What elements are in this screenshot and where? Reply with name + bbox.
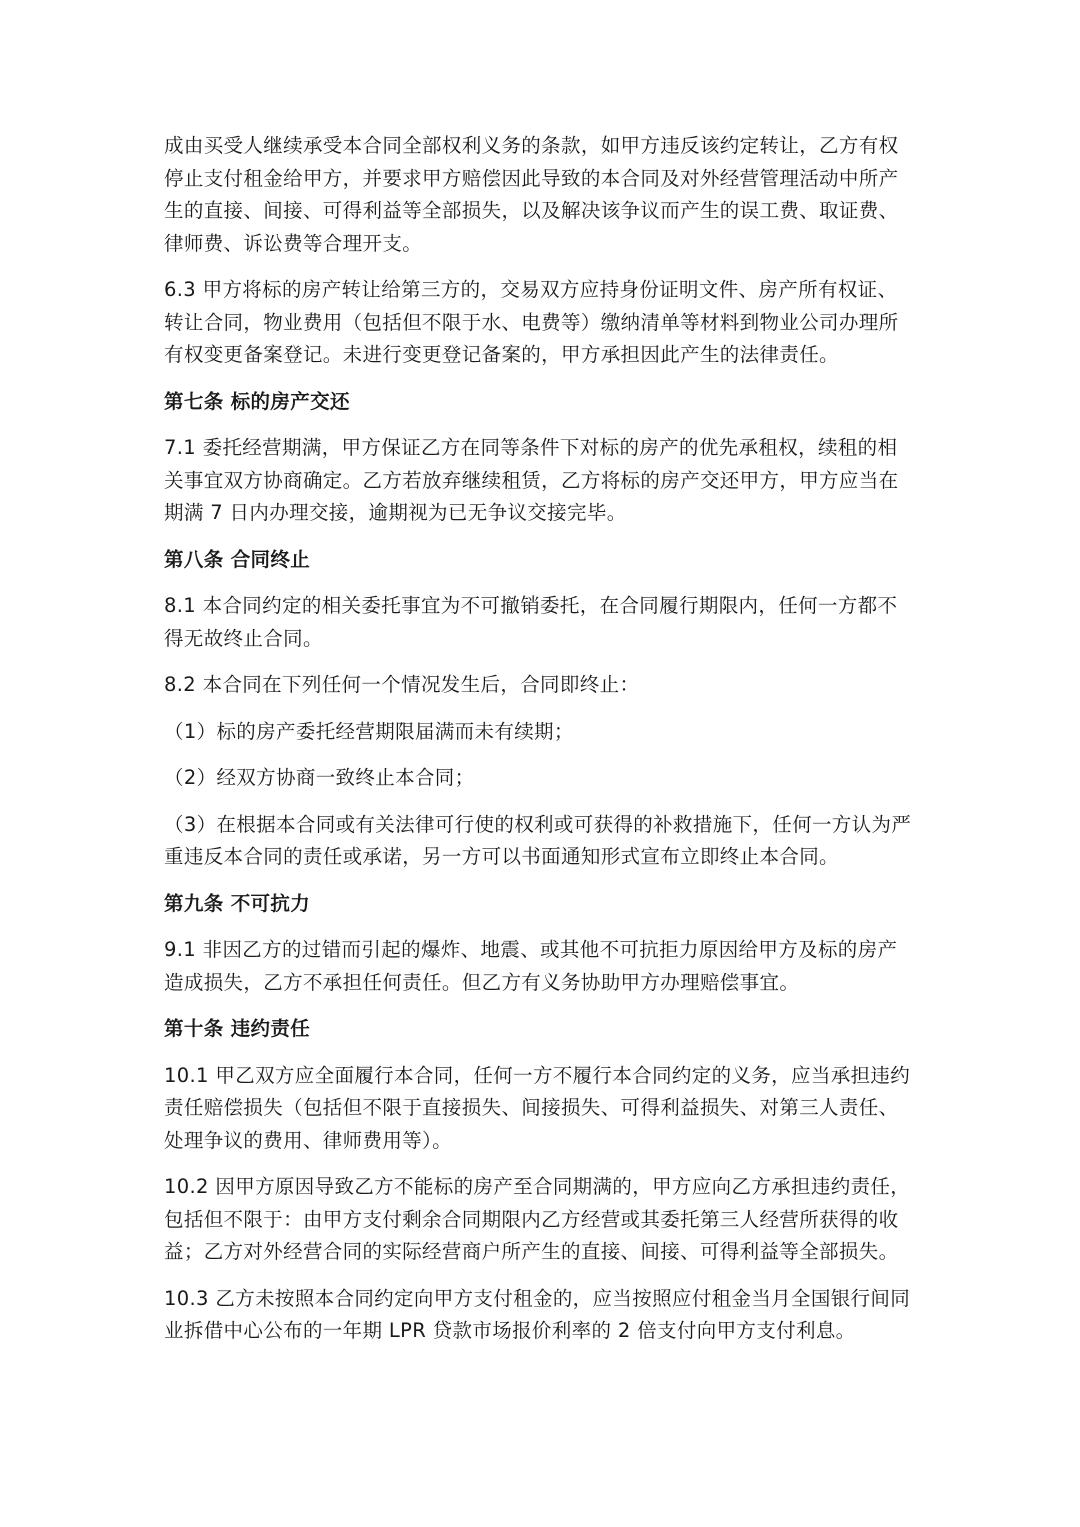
text-line: 责任赔偿损失（包括但不限于直接损失、间接损失、可得利益损失、对第三人责任、 (164, 1096, 899, 1119)
clause-paragraph (164, 934, 914, 999)
text-line: （1）标的房产委托经营期限届满而未有续期； (164, 719, 574, 743)
section-heading: 第九条 不可抗力 (164, 891, 311, 915)
document-page (164, 130, 914, 1362)
text-line: 8.1 本合同约定的相关委托事宜为不可撤销委托，在合同履行期限内，任何一方都不 (164, 594, 898, 617)
text-line: （3）在根据本合同或有关法律可行使的权利或可获得的补救措施下，任何一方认为严 (164, 812, 912, 836)
text-line: 10.3 乙方未按照本合同约定向甲方支付租金的，应当按照应付租金当月全国银行间同 (164, 1286, 911, 1310)
text-line: 有权变更备案登记。未进行变更登记备案的，甲方承担因此产生的法律责任。 (164, 343, 839, 366)
text-line: 业拆借中心公布的一年期 LPR 贷款市场报价利率的 2 倍支付向甲方支付利息。 (164, 1319, 856, 1342)
clause-paragraph (164, 274, 914, 372)
section-heading: 第七条 标的房产交还 (164, 389, 350, 413)
text-line: 7.1 委托经营期满，甲方保证乙方在同等条件下对标的房产的优先承租权，续租的相 (164, 436, 898, 459)
text-line: 得无故终止合同。 (164, 626, 323, 650)
text-line: 转让合同，物业费用（包括但不限于水、电费等）缴纳清单等材料到物业公司办理所 (164, 310, 899, 334)
text-line: 10.2 因甲方原因导致乙方不能标的房产至合同期满的，甲方应向乙方承担违约责任， (164, 1175, 911, 1198)
text-line: 重违反本合同的责任或承诺，另一方可以书面通知形式宣布立即终止本合同。 (164, 845, 839, 868)
section-heading: 第八条 合同终止 (164, 547, 311, 571)
text-line: 关事宜双方协商确定。乙方若放弃继续租赁，乙方将标的房产交还甲方，甲方应当在 (164, 468, 899, 492)
clause-paragraph (164, 432, 914, 530)
clause-paragraph (164, 669, 914, 702)
text-line: 10.1 甲乙双方应全面履行本合同，任何一方不履行本合同约定的义务，应当承担违约 (164, 1063, 911, 1087)
text-line: 停止支付租金给甲方，并要求甲方赔偿因此导致的本合同及对外经营管理活动中所产 (164, 166, 899, 190)
text-line: （2）经双方协商一致终止本合同； (164, 766, 475, 789)
text-line: 成由买受人继续承受本合同全部权利义务的条款，如甲方违反该约定转让，乙方有权 (164, 134, 899, 157)
clause-paragraph (164, 1060, 914, 1158)
section-heading: 第十条 违约责任 (164, 1017, 311, 1040)
clause-paragraph (164, 762, 914, 795)
text-line: 包括但不限于：由甲方支付剩余合同期限内乙方经营或其委托第三人经营所获得的收 (164, 1207, 899, 1231)
text-line: 益；乙方对外经营合同的实际经营商户所产生的直接、间接、可得利益等全部损失。 (164, 1240, 899, 1263)
clause-paragraph (164, 130, 914, 260)
text-line: 律师费、诉讼费等合理开支。 (164, 231, 423, 255)
clause-paragraph (164, 1283, 914, 1348)
clause-paragraph (164, 716, 914, 749)
text-line: 6.3 甲方将标的房产转让给第三方的，交易双方应持身份证明文件、房产所有权证、 (164, 278, 898, 301)
text-line: 9.1 非因乙方的过错而引起的爆炸、地震、或其他不可抗拒力原因给甲方及标的房产 (164, 938, 898, 961)
text-line: 造成损失，乙方不承担任何责任。但乙方有义务协助甲方办理赔偿事宜。 (164, 970, 800, 994)
clause-paragraph (164, 809, 914, 874)
clause-paragraph (164, 1171, 914, 1269)
clause-paragraph (164, 590, 914, 655)
text-line: 期满 7 日内办理交接，逾期视为已无争议交接完毕。 (164, 501, 627, 524)
text-line: 生的直接、间接、可得利益等全部损失，以及解决该争议而产生的误工费、取证费、 (164, 199, 899, 222)
text-line: 处理争议的费用、律师费用等）。 (164, 1128, 453, 1152)
text-line: 8.2 本合同在下列任何一个情况发生后，合同即终止： (164, 673, 640, 696)
